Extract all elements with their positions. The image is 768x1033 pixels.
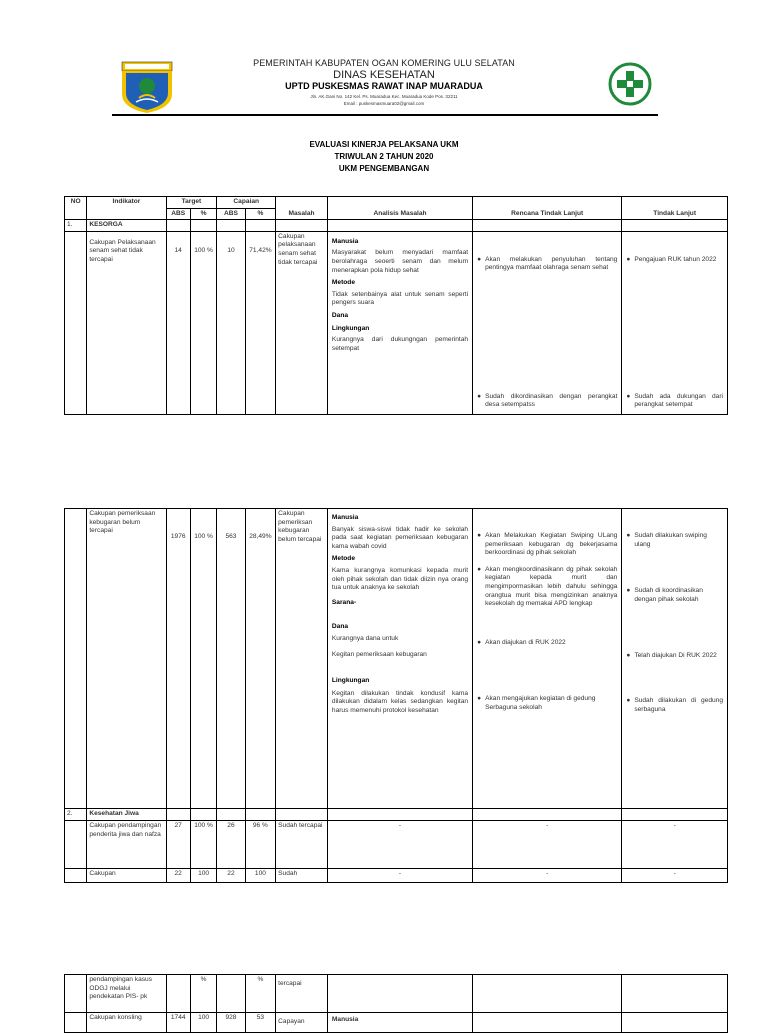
table-row [65, 869, 728, 883]
capaian-pct-cell: % [245, 975, 275, 1013]
tindak-cell [622, 509, 728, 809]
masalah-cell: Sudah [276, 869, 328, 883]
indikator-cell: pendampingan kasus ODGJ melalui pendekatan PIS- pk [87, 975, 166, 1013]
heading-manusia: Manusia [327, 1013, 472, 1033]
tindak-cell [622, 231, 728, 414]
puskesmas-cross-logo-icon [608, 62, 652, 106]
section-name: KESORGA [87, 220, 166, 232]
indikator-cell: Cakupan Pelaksanaan senam sehat tidak tercapai [87, 231, 166, 414]
list-item: ● Telah diajukan Di RUK 2022 [626, 652, 717, 660]
list-item: ● Akan Melakukan Kegiatan Swiping ULang pemeriksaan kebugaran dg bekerjasama berkoordinasi dg pihak sekolah [477, 532, 618, 557]
list-item: ● Akan mengajukan kegiatan di gedung Serbaguna sekolah [477, 695, 596, 711]
doc-title-3: UKM PENGEMBANGAN [338, 164, 430, 173]
doc-title-1: EVALUASI KINERJA PELAKSANA UKM [309, 140, 459, 149]
analisis-dana-2: Kegitan pemeriksaan kebugaran [331, 650, 427, 658]
analisis-metode: Kama kurangnya komunkasi kepada murit oleh pihak sekolah dan tidak diizin nya orang tua untuk anaknya ke sekolah [331, 566, 469, 592]
col-no: NO [65, 197, 87, 220]
heading-lingkungan: Lingkungan [331, 677, 370, 685]
list-item: ● Akan mengkoordinasikann dg pihak sekolah kegiatan kepada murit dan mengimpormasikan lebih dahulu sehingga orangtua murit bisa mengizinkan anaknya kesekolah dg memakai APD lengkap [477, 565, 618, 608]
list-item: ● Pengajuan RUK tahun 2022 [626, 255, 717, 263]
indikator-cell: Cakupan pemeriksaan kebugaran belum tercapai [87, 509, 166, 809]
target-pct-cell: 100 [190, 869, 216, 883]
rencana-cell [473, 231, 622, 414]
capaian-abs-cell: 26 [217, 821, 245, 869]
rencana-cell: - [473, 821, 622, 869]
target-abs-cell: 22 [166, 869, 190, 883]
capaian-pct-cell: 71,42% [245, 231, 275, 414]
list-item: ● Sudah dikordinasikan dengan perangkat desa setempatss [477, 392, 618, 409]
col-rencana: Rencana Tindak Lanjut [473, 197, 622, 220]
capaian-abs-cell: 928 [217, 1013, 245, 1033]
analisis-manusia: Banyak siswa-siswi tidak hadir ke sekolah pada saat kegiatan pemeriksaan kebugaran kama wabah covid [331, 525, 469, 550]
heading-sarana: Sarana- [331, 598, 357, 606]
capaian-abs-cell: 22 [217, 869, 245, 883]
analisis-cell [327, 231, 472, 414]
doc-title-2: TRIWULAN 2 TAHUN 2020 [334, 152, 434, 161]
analisis-manusia: Masyarakat belum menyadari mamfaat berolahraga seoerti senam dan melum menerapkan pola hidup sehat [331, 249, 469, 274]
target-abs-cell: 14 [166, 231, 190, 414]
analisis-cell: - [327, 821, 472, 869]
target-abs-cell: 1744 [166, 1013, 190, 1033]
analisis-cell: - [327, 869, 472, 883]
section-no: 2. [65, 809, 87, 821]
masalah-cell: Capayan [276, 1013, 328, 1033]
table-row [65, 821, 728, 869]
indikator-cell: Cakupan [87, 869, 166, 883]
letterhead [0, 0, 768, 120]
header-rule [112, 114, 658, 116]
masalah-cell: tercapai [276, 975, 328, 1013]
heading-manusia: Manusia [331, 514, 359, 521]
email-line: Email : puskesmasmuara02@gmail.com [343, 101, 425, 106]
evaluation-table-page3 [64, 974, 728, 1033]
analisis-cell [327, 509, 472, 809]
analisis-metode: Tidak setenbainya alat untuk senam seperti pengers suara [331, 290, 469, 307]
target-pct-cell: 100 % [190, 821, 216, 869]
target-pct-cell: % [190, 975, 216, 1013]
unit-line: UPTD PUSKESMAS RAWAT INAP MUARADUA [285, 81, 483, 91]
heading-dana: Dana [331, 623, 349, 631]
target-pct-cell: 100 % [190, 231, 216, 414]
list-item: ● Sudah ada dukungan dari perangkat setempat [626, 392, 723, 409]
col-target-abs: ABS [166, 208, 190, 220]
gov-line: PEMERINTAH KABUPATEN OGAN KOMERING ULU SELATAN [253, 58, 515, 68]
masalah-cell: Cakupan pelaksanaan senam sehat tidak tercapai [276, 231, 328, 414]
analisis-lingkungan: Kurangnya dari dukungngan pemerintah setempat [331, 336, 469, 352]
capaian-pct-cell: 100 [245, 869, 275, 883]
capaian-pct-cell: 28,49% [245, 509, 275, 809]
dept-line: DINAS KESEHATAN [333, 69, 435, 81]
analisis-lingkungan: Kegitan dilakukan tindak kondusif kama dilakukan didalam kelas sedangkan kegitan harus memenuhi protokol kesehatan [331, 689, 469, 714]
col-target: Target [166, 197, 217, 209]
tindak-cell: - [622, 821, 728, 869]
list-item: ● Akan diajukan di RUK 2022 [477, 638, 566, 646]
capaian-abs-cell: 563 [217, 509, 245, 809]
heading-dana: Dana [331, 311, 349, 319]
masalah-cell: Cakupan pemeriksan kebugaran belum tercapai [276, 509, 328, 809]
target-pct-cell: 100 [190, 1013, 216, 1033]
list-item: ● Sudah di koordinasikan dengan pihak sekolah [626, 587, 703, 603]
indikator-cell: Cakupan konsling [87, 1013, 166, 1033]
heading-lingkungan: Lingkungan [331, 324, 370, 332]
col-target-pct: % [190, 208, 216, 220]
table-row [65, 509, 728, 809]
rencana-cell [473, 509, 622, 809]
list-item: ● Sudah dilakukan swiping ulang [626, 532, 707, 548]
target-abs-cell: 27 [166, 821, 190, 869]
evaluation-table-page2 [64, 508, 728, 883]
heading-metode: Metode [331, 279, 355, 287]
list-item: ● Sudah dilakukan di gedung serbaguna [626, 696, 723, 713]
col-masalah: Masalah [276, 197, 328, 220]
list-item: ● Akan melakukan penyuluhan tentang pentingya mamfaat olahraga senam sehat [477, 255, 618, 272]
indikator-cell: Cakupan pendampingan penderita jiwa dan nafza [87, 821, 166, 869]
col-capaian: Capaian [217, 197, 276, 209]
analisis-dana-1: Kurangnya dana untuk [331, 634, 399, 642]
col-capaian-pct: % [245, 208, 275, 220]
table-row [65, 1013, 728, 1033]
table-row [65, 231, 728, 414]
table-row [65, 975, 728, 1013]
address-line: Jln. AK.Gani No. 142 Kel. Ps. Muaradua Kec. Muaradua Kode Pos. 32211 [310, 94, 458, 99]
evaluation-table-page1 [64, 196, 728, 415]
section-no: 1. [65, 220, 87, 232]
section-name: Kesehatan Jiwa [87, 809, 166, 821]
heading-manusia: Manusia [331, 237, 359, 245]
masalah-cell: Sudah tercapai [276, 821, 328, 869]
heading-metode: Metode [331, 555, 355, 563]
capaian-pct-cell: 53 [245, 1013, 275, 1033]
target-pct-cell: 100 % [190, 509, 216, 809]
rencana-cell: - [473, 869, 622, 883]
col-capaian-abs: ABS [217, 208, 245, 220]
capaian-pct-cell: 96 % [245, 821, 275, 869]
capaian-abs-cell: 10 [217, 231, 245, 414]
col-analisis: Analisis Masalah [327, 197, 472, 220]
target-abs-cell: 1976 [166, 509, 190, 809]
col-indikator: Indikator [87, 197, 166, 220]
tindak-cell: - [622, 869, 728, 883]
col-tindak: Tindak Lanjut [622, 197, 728, 220]
